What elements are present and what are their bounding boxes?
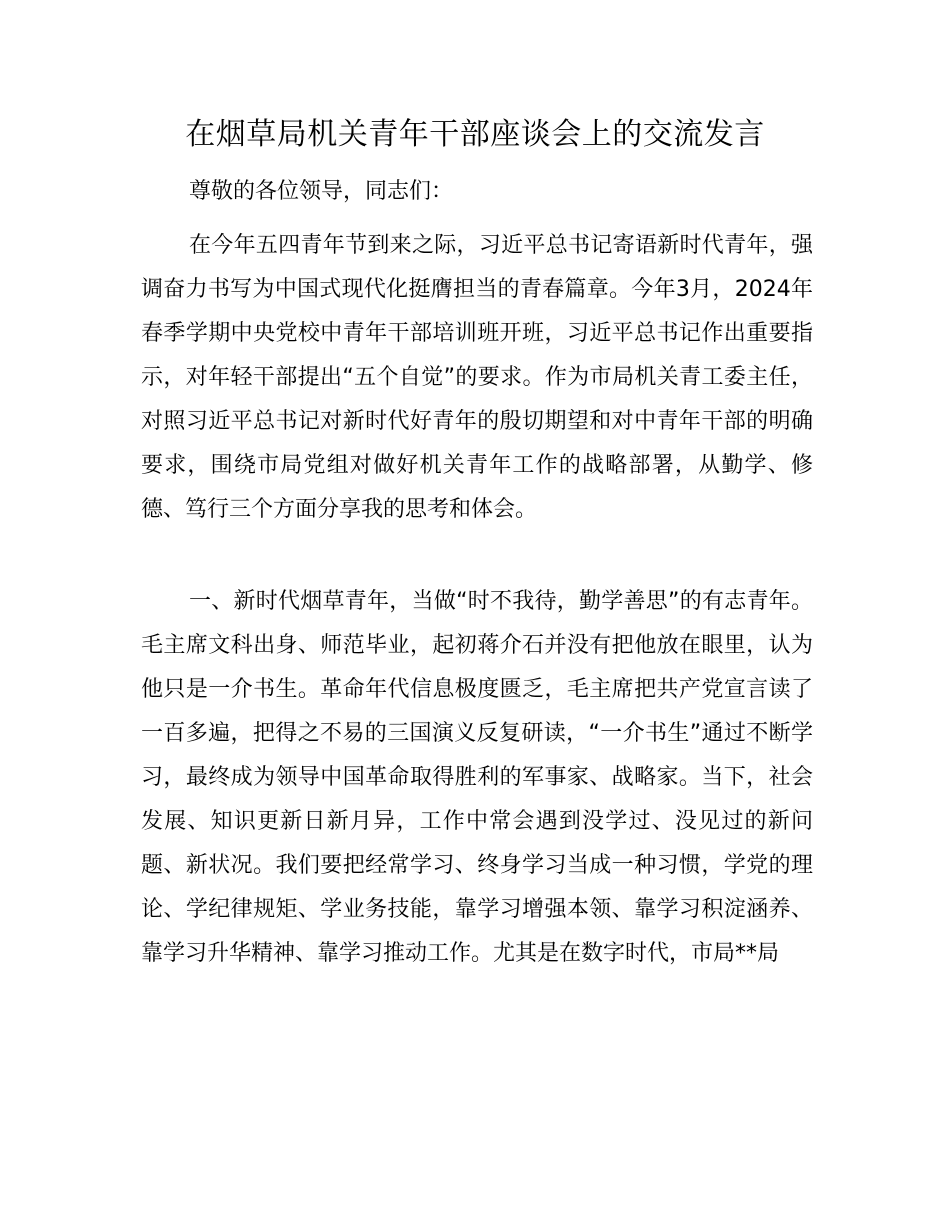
paragraph-section-one: 一、新时代烟草青年，当做“时不我待，勤学善思”的有志青年。毛主席文科出身、师范毕业，起初蒋介石并没有把他放在眼里，认为他只是一介书生。革命年代信息极度匮乏，毛主席把共产党宣言读了一百多遍，把得之不易的三国演义反复研读，“一介书生”通过不断学习，最终成为领导中国革命取得胜利的军事家、战略家。当下，社会发展、知识更新日新月异，工作中常会遇到没学过、没见过的新问题、新状况。我们要把经常学习、终身学习当成一种习惯，学党的理论、学纪律规矩、学业务技能，靠学习增强本领、靠学习积淀涵养、靠学习升华精神、靠学习推动工作。尤其是在数字时代，市局**局 [141, 589, 813, 966]
document-title: 在烟草局机关青年干部座谈会上的交流发言 [185, 117, 765, 152]
paragraph-intro: 在今年五四青年节到来之际，习近平总书记寄语新时代青年，强调奋力书写为中国式现代化挺膺担当的青春篇章。今年3月，2024年春季学期中央党校中青年干部培训班开班，习近平总书记作出重要指示，对年轻干部提出“五个自觉”的要求。作为市局机关青工委主任，对照习近平总书记对新时代好青年的殷切期望和对中青年干部的明确要求，围绕市局党组对做好机关青年工作的战略部署，从勤学、修德、笃行三个方面分享我的思考和体会。 [141, 233, 813, 522]
greeting: 尊敬的各位领导，同志们： [189, 179, 454, 204]
